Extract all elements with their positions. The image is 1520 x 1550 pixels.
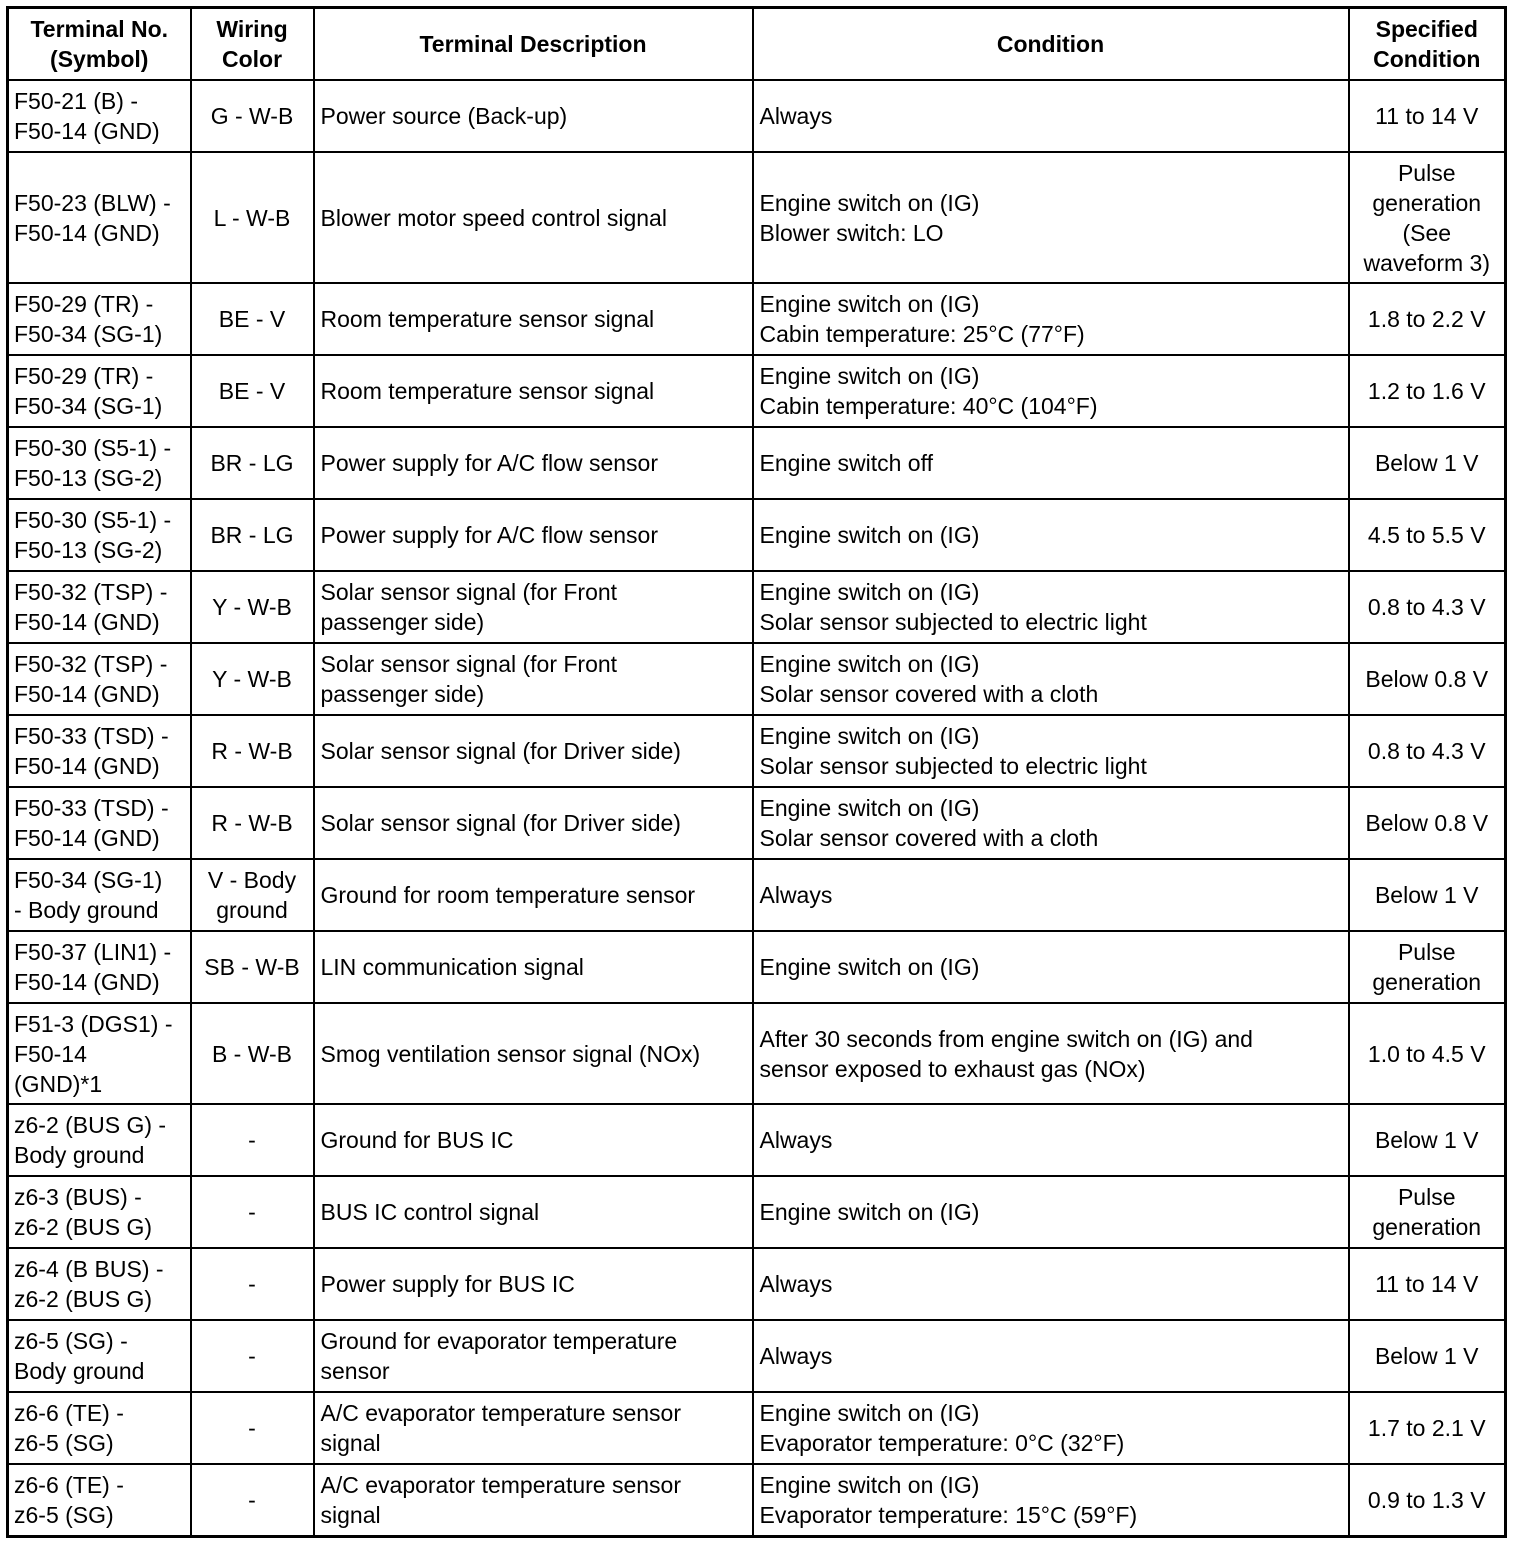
- table-row: [8, 80, 1506, 152]
- condition-cell: Always: [753, 1320, 1349, 1392]
- specified-condition-cell: Below 0.8 V: [1349, 787, 1506, 859]
- description-cell: Room temperature sensor signal: [314, 355, 753, 427]
- terminal-cell: F50-29 (TR) - F50-34 (SG-1): [8, 283, 191, 355]
- wiring-color-cell: -: [191, 1104, 314, 1176]
- terminal-cell: F50-33 (TSD) - F50-14 (GND): [8, 715, 191, 787]
- terminal-cell: F50-23 (BLW) - F50-14 (GND): [8, 152, 191, 283]
- description-cell: Solar sensor signal (for Front passenger side): [314, 571, 753, 643]
- specified-condition-cell: Pulse generation: [1349, 1176, 1506, 1248]
- condition-cell: Engine switch on (IG): [753, 499, 1349, 571]
- condition-cell: Engine switch on (IG): [753, 1176, 1349, 1248]
- wiring-color-cell: -: [191, 1248, 314, 1320]
- table-row: [8, 571, 1506, 643]
- condition-cell: Engine switch on (IG) Blower switch: LO: [753, 152, 1349, 283]
- condition-cell: Engine switch on (IG) Evaporator temperature: 15°C (59°F): [753, 1464, 1349, 1537]
- description-cell: Smog ventilation sensor signal (NOx): [314, 1003, 753, 1104]
- specified-condition-cell: Below 1 V: [1349, 1104, 1506, 1176]
- condition-cell: Engine switch on (IG): [753, 931, 1349, 1003]
- header-condition: Condition: [753, 8, 1349, 81]
- description-cell: Ground for room temperature sensor: [314, 859, 753, 931]
- description-cell: A/C evaporator temperature sensor signal: [314, 1464, 753, 1537]
- description-cell: Solar sensor signal (for Driver side): [314, 787, 753, 859]
- condition-cell: Always: [753, 859, 1349, 931]
- table-row: [8, 283, 1506, 355]
- condition-cell: Always: [753, 80, 1349, 152]
- wiring-color-cell: G - W-B: [191, 80, 314, 152]
- specified-condition-cell: 11 to 14 V: [1349, 80, 1506, 152]
- specified-condition-cell: Below 1 V: [1349, 427, 1506, 499]
- table-row: [8, 643, 1506, 715]
- table-row: [8, 427, 1506, 499]
- condition-cell: Engine switch on (IG) Solar sensor subjected to electric light: [753, 571, 1349, 643]
- specified-condition-cell: 1.0 to 4.5 V: [1349, 1003, 1506, 1104]
- wiring-color-cell: R - W-B: [191, 715, 314, 787]
- description-cell: Room temperature sensor signal: [314, 283, 753, 355]
- condition-cell: Engine switch on (IG) Cabin temperature: 25°C (77°F): [753, 283, 1349, 355]
- table-row: [8, 1104, 1506, 1176]
- table-row: [8, 715, 1506, 787]
- description-cell: Ground for evaporator temperature sensor: [314, 1320, 753, 1392]
- condition-cell: Engine switch on (IG) Solar sensor covered with a cloth: [753, 787, 1349, 859]
- terminal-cell: z6-3 (BUS) - z6-2 (BUS G): [8, 1176, 191, 1248]
- description-cell: Solar sensor signal (for Front passenger side): [314, 643, 753, 715]
- terminal-cell: F50-32 (TSP) - F50-14 (GND): [8, 643, 191, 715]
- terminal-cell: F50-32 (TSP) - F50-14 (GND): [8, 571, 191, 643]
- specified-condition-cell: 0.8 to 4.3 V: [1349, 715, 1506, 787]
- specified-condition-cell: 4.5 to 5.5 V: [1349, 499, 1506, 571]
- specified-condition-cell: Below 1 V: [1349, 1320, 1506, 1392]
- description-cell: Power supply for A/C flow sensor: [314, 499, 753, 571]
- table-row: [8, 1392, 1506, 1464]
- specified-condition-cell: Below 1 V: [1349, 859, 1506, 931]
- condition-cell: Engine switch on (IG) Solar sensor covered with a cloth: [753, 643, 1349, 715]
- condition-cell: Engine switch on (IG) Cabin temperature: 40°C (104°F): [753, 355, 1349, 427]
- header-terminal-description: Terminal Description: [314, 8, 753, 81]
- terminal-cell: F50-30 (S5-1) - F50-13 (SG-2): [8, 427, 191, 499]
- terminal-cell: F50-30 (S5-1) - F50-13 (SG-2): [8, 499, 191, 571]
- wiring-color-cell: BR - LG: [191, 499, 314, 571]
- header-terminal: Terminal No. (Symbol): [8, 8, 191, 81]
- table-header: [8, 8, 1506, 81]
- terminal-cell: F50-29 (TR) - F50-34 (SG-1): [8, 355, 191, 427]
- wiring-color-cell: -: [191, 1176, 314, 1248]
- description-cell: BUS IC control signal: [314, 1176, 753, 1248]
- wiring-color-cell: Y - W-B: [191, 571, 314, 643]
- terminal-cell: z6-6 (TE) - z6-5 (SG): [8, 1464, 191, 1537]
- wiring-color-cell: Y - W-B: [191, 643, 314, 715]
- description-cell: Ground for BUS IC: [314, 1104, 753, 1176]
- table-row: [8, 931, 1506, 1003]
- description-cell: Power supply for A/C flow sensor: [314, 427, 753, 499]
- wiring-color-cell: BE - V: [191, 283, 314, 355]
- terminal-spec-sheet: [6, 6, 1507, 1538]
- specified-condition-cell: 11 to 14 V: [1349, 1248, 1506, 1320]
- wiring-color-cell: -: [191, 1392, 314, 1464]
- description-cell: Power source (Back-up): [314, 80, 753, 152]
- terminal-cell: z6-6 (TE) - z6-5 (SG): [8, 1392, 191, 1464]
- specified-condition-cell: 1.7 to 2.1 V: [1349, 1392, 1506, 1464]
- description-cell: A/C evaporator temperature sensor signal: [314, 1392, 753, 1464]
- table-row: [8, 787, 1506, 859]
- wiring-color-cell: B - W-B: [191, 1003, 314, 1104]
- wiring-color-cell: V - Body ground: [191, 859, 314, 931]
- condition-cell: Engine switch on (IG) Solar sensor subjected to electric light: [753, 715, 1349, 787]
- header-specified-condition: Specified Condition: [1349, 8, 1506, 81]
- wiring-color-cell: -: [191, 1464, 314, 1537]
- wiring-color-cell: BE - V: [191, 355, 314, 427]
- terminal-spec-table: [6, 6, 1507, 1538]
- specified-condition-cell: 1.2 to 1.6 V: [1349, 355, 1506, 427]
- table-row: [8, 1248, 1506, 1320]
- wiring-color-cell: L - W-B: [191, 152, 314, 283]
- table-row: [8, 1464, 1506, 1537]
- wiring-color-cell: SB - W-B: [191, 931, 314, 1003]
- condition-cell: Engine switch on (IG) Evaporator temperature: 0°C (32°F): [753, 1392, 1349, 1464]
- terminal-cell: F50-21 (B) - F50-14 (GND): [8, 80, 191, 152]
- terminal-cell: z6-4 (B BUS) - z6-2 (BUS G): [8, 1248, 191, 1320]
- table-row: [8, 1176, 1506, 1248]
- table-row: [8, 355, 1506, 427]
- table-body: [8, 80, 1506, 1537]
- header-row: [8, 8, 1506, 81]
- terminal-cell: F50-34 (SG-1) - Body ground: [8, 859, 191, 931]
- specified-condition-cell: Below 0.8 V: [1349, 643, 1506, 715]
- condition-cell: Always: [753, 1104, 1349, 1176]
- table-row: [8, 1320, 1506, 1392]
- table-row: [8, 499, 1506, 571]
- specified-condition-cell: Pulse generation (See waveform 3): [1349, 152, 1506, 283]
- specified-condition-cell: 0.8 to 4.3 V: [1349, 571, 1506, 643]
- description-cell: Power supply for BUS IC: [314, 1248, 753, 1320]
- specified-condition-cell: 1.8 to 2.2 V: [1349, 283, 1506, 355]
- description-cell: Blower motor speed control signal: [314, 152, 753, 283]
- terminal-cell: F51-3 (DGS1) - F50-14 (GND)*1: [8, 1003, 191, 1104]
- specified-condition-cell: Pulse generation: [1349, 931, 1506, 1003]
- table-row: [8, 1003, 1506, 1104]
- header-wiring-color: Wiring Color: [191, 8, 314, 81]
- wiring-color-cell: -: [191, 1320, 314, 1392]
- specified-condition-cell: 0.9 to 1.3 V: [1349, 1464, 1506, 1537]
- condition-cell: Always: [753, 1248, 1349, 1320]
- terminal-cell: z6-5 (SG) - Body ground: [8, 1320, 191, 1392]
- description-cell: Solar sensor signal (for Driver side): [314, 715, 753, 787]
- wiring-color-cell: BR - LG: [191, 427, 314, 499]
- table-row: [8, 152, 1506, 283]
- description-cell: LIN communication signal: [314, 931, 753, 1003]
- terminal-cell: z6-2 (BUS G) - Body ground: [8, 1104, 191, 1176]
- condition-cell: Engine switch off: [753, 427, 1349, 499]
- wiring-color-cell: R - W-B: [191, 787, 314, 859]
- terminal-cell: F50-33 (TSD) - F50-14 (GND): [8, 787, 191, 859]
- condition-cell: After 30 seconds from engine switch on (IG) and sensor exposed to exhaust gas (NOx): [753, 1003, 1349, 1104]
- terminal-cell: F50-37 (LIN1) - F50-14 (GND): [8, 931, 191, 1003]
- table-row: [8, 859, 1506, 931]
